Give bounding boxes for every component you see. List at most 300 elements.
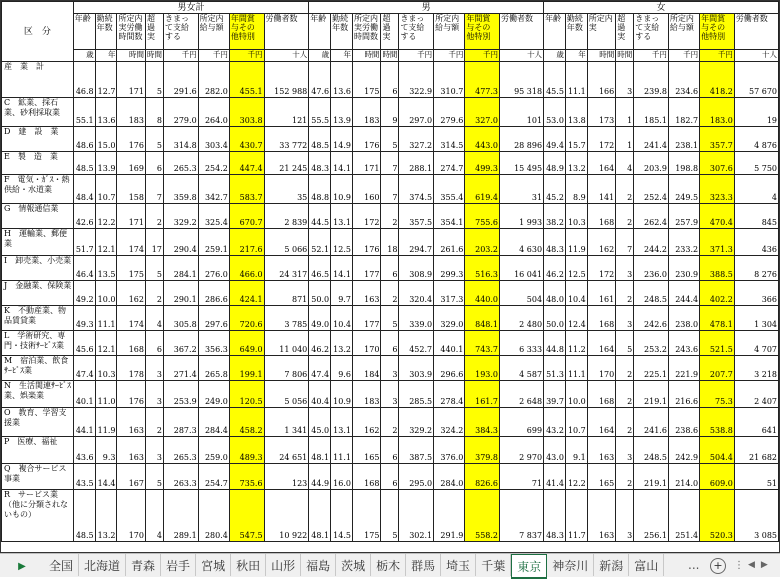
data-cell[interactable]: 71 <box>500 464 544 490</box>
data-cell[interactable]: 160 <box>352 175 380 204</box>
data-cell[interactable]: 162 <box>117 281 145 306</box>
data-cell[interactable]: 279.0 <box>163 98 198 127</box>
data-cell[interactable]: 13.1 <box>331 408 353 437</box>
data-cell[interactable]: 172 <box>587 127 615 152</box>
data-cell[interactable]: 4 <box>145 306 163 331</box>
data-cell[interactable]: 299.3 <box>434 256 465 281</box>
data-cell[interactable]: 253.2 <box>634 331 669 356</box>
data-cell[interactable]: 314.5 <box>434 127 465 152</box>
data-cell[interactable]: 161.7 <box>465 381 500 408</box>
unit-cell[interactable]: 十人 <box>734 50 778 62</box>
data-cell[interactable]: 9.1 <box>565 437 587 464</box>
data-cell[interactable]: 165 <box>352 437 380 464</box>
data-cell[interactable]: 168 <box>117 331 145 356</box>
data-cell[interactable]: 327.2 <box>399 127 434 152</box>
data-cell[interactable]: 307.6 <box>700 152 735 175</box>
data-cell[interactable]: 165 <box>587 464 615 490</box>
data-cell[interactable]: 39.7 <box>544 381 566 408</box>
unit-cell[interactable]: 十人 <box>264 50 309 62</box>
data-cell[interactable]: 48.3 <box>309 152 331 175</box>
data-cell[interactable]: 49.0 <box>309 306 331 331</box>
data-cell[interactable]: 242.9 <box>668 437 699 464</box>
data-cell[interactable]: 24 317 <box>264 256 309 281</box>
data-cell[interactable]: 225.1 <box>634 356 669 381</box>
data-cell[interactable]: 14.1 <box>331 152 353 175</box>
data-cell[interactable]: 51.3 <box>544 356 566 381</box>
data-cell[interactable]: 13.2 <box>565 152 587 175</box>
data-cell[interactable]: 286.6 <box>198 281 229 306</box>
data-cell[interactable]: 1 993 <box>500 204 544 229</box>
data-cell[interactable]: 4 <box>145 490 163 542</box>
column-header[interactable]: 所定内給与額 <box>198 14 229 50</box>
data-cell[interactable]: 176 <box>352 229 380 256</box>
data-cell[interactable]: 609.0 <box>700 464 735 490</box>
sheet-tab[interactable]: 青森 <box>126 554 161 576</box>
data-cell[interactable]: 6 333 <box>500 331 544 356</box>
unit-cell[interactable]: 千円 <box>634 50 669 62</box>
data-cell[interactable]: 320.4 <box>399 281 434 306</box>
data-cell[interactable]: 12.5 <box>331 229 353 256</box>
data-cell[interactable]: 168 <box>587 381 615 408</box>
data-cell[interactable]: 249.0 <box>198 381 229 408</box>
data-cell[interactable]: 170 <box>587 356 615 381</box>
data-cell[interactable]: 164 <box>587 152 615 175</box>
data-cell[interactable]: 256.1 <box>634 490 669 542</box>
data-cell[interactable]: 305.8 <box>163 306 198 331</box>
sheet-tab[interactable]: 新潟 <box>594 554 629 576</box>
data-cell[interactable]: 4 <box>734 175 778 204</box>
data-cell[interactable]: 5 066 <box>264 229 309 256</box>
data-cell[interactable]: 238.6 <box>668 408 699 437</box>
data-cell[interactable]: 44.9 <box>309 464 331 490</box>
data-cell[interactable]: 295.0 <box>399 464 434 490</box>
data-cell[interactable]: 288.1 <box>399 152 434 175</box>
data-cell[interactable]: 641 <box>734 408 778 437</box>
data-cell[interactable]: 101 <box>500 98 544 127</box>
data-cell[interactable]: 21 245 <box>264 152 309 175</box>
data-cell[interactable]: 49.4 <box>544 127 566 152</box>
row-label[interactable]: O 教育、学習支援業 <box>2 408 74 437</box>
data-cell[interactable]: 9.7 <box>331 281 353 306</box>
data-cell[interactable]: 359.8 <box>163 175 198 204</box>
data-cell[interactable]: 8.9 <box>565 175 587 204</box>
data-cell[interactable]: 547.5 <box>229 490 264 542</box>
data-cell[interactable]: 2 <box>616 464 634 490</box>
data-cell[interactable]: 274.7 <box>434 152 465 175</box>
data-cell[interactable]: 248.5 <box>634 437 669 464</box>
data-cell[interactable]: 234.6 <box>668 62 699 98</box>
data-cell[interactable]: 12.2 <box>565 464 587 490</box>
unit-cell[interactable]: 歳 <box>309 50 331 62</box>
data-cell[interactable]: 10.3 <box>95 356 117 381</box>
group-header[interactable]: 女 <box>544 2 779 14</box>
column-header[interactable]: 超過実 <box>381 14 399 50</box>
data-cell[interactable]: 44.1 <box>73 408 95 437</box>
data-cell[interactable]: 163 <box>117 408 145 437</box>
data-cell[interactable]: 28 896 <box>500 127 544 152</box>
data-cell[interactable]: 49.3 <box>73 306 95 331</box>
data-cell[interactable]: 259.0 <box>198 437 229 464</box>
data-cell[interactable]: 13.8 <box>565 98 587 127</box>
data-cell[interactable]: 52.1 <box>309 229 331 256</box>
data-cell[interactable]: 55.1 <box>73 98 95 127</box>
data-cell[interactable]: 244.2 <box>634 229 669 256</box>
column-header[interactable]: 年間賞与その他特別 <box>229 14 264 50</box>
data-cell[interactable]: 4 876 <box>734 127 778 152</box>
data-cell[interactable]: 424.1 <box>229 281 264 306</box>
data-cell[interactable]: 16 041 <box>500 256 544 281</box>
data-cell[interactable]: 13.6 <box>95 98 117 127</box>
data-cell[interactable]: 6 <box>381 62 399 98</box>
data-cell[interactable]: 172 <box>352 204 380 229</box>
data-cell[interactable]: 43.2 <box>544 408 566 437</box>
data-cell[interactable]: 183.0 <box>700 98 735 127</box>
data-cell[interactable]: 3 <box>381 356 399 381</box>
data-cell[interactable]: 174 <box>117 306 145 331</box>
row-label[interactable]: F 電気・ｶﾞｽ・熱供給・水道業 <box>2 175 74 204</box>
data-cell[interactable]: 11.1 <box>95 306 117 331</box>
data-cell[interactable]: 379.8 <box>465 437 500 464</box>
data-cell[interactable]: 12.2 <box>95 204 117 229</box>
data-cell[interactable]: 10.7 <box>95 175 117 204</box>
data-cell[interactable]: 310.7 <box>434 62 465 98</box>
column-header[interactable]: 勤続年数 <box>95 14 117 50</box>
data-cell[interactable]: 254.7 <box>198 464 229 490</box>
data-cell[interactable]: 10.7 <box>565 408 587 437</box>
sheet-tab[interactable]: 岩手 <box>161 554 196 576</box>
data-cell[interactable]: 53.0 <box>544 98 566 127</box>
row-label[interactable]: H 運輸業、郵便業 <box>2 229 74 256</box>
data-cell[interactable]: 12.4 <box>565 306 587 331</box>
column-header[interactable]: きまって支給する <box>399 14 434 50</box>
data-cell[interactable]: 120.5 <box>229 381 264 408</box>
data-cell[interactable]: 253.9 <box>163 381 198 408</box>
data-cell[interactable]: 19 <box>734 98 778 127</box>
data-cell[interactable]: 48.0 <box>544 281 566 306</box>
data-cell[interactable]: 10.0 <box>565 381 587 408</box>
data-cell[interactable]: 291.6 <box>163 62 198 98</box>
unit-cell[interactable]: 時間 <box>381 50 399 62</box>
data-cell[interactable]: 322.9 <box>399 62 434 98</box>
data-cell[interactable]: 167 <box>117 464 145 490</box>
data-cell[interactable]: 466.0 <box>229 256 264 281</box>
data-cell[interactable]: 10.9 <box>331 175 353 204</box>
data-cell[interactable]: 743.7 <box>465 331 500 356</box>
data-cell[interactable]: 152 988 <box>264 62 309 98</box>
data-cell[interactable]: 7 <box>381 175 399 204</box>
data-cell[interactable]: 252.4 <box>634 175 669 204</box>
column-header[interactable]: 労働者数 <box>500 14 544 50</box>
data-cell[interactable]: 376.0 <box>434 437 465 464</box>
data-cell[interactable]: 4 <box>616 152 634 175</box>
unit-cell[interactable]: 千円 <box>163 50 198 62</box>
data-cell[interactable]: 263.3 <box>163 464 198 490</box>
data-cell[interactable]: 297.6 <box>198 306 229 331</box>
data-cell[interactable]: 356.3 <box>198 331 229 356</box>
data-cell[interactable]: 171 <box>352 152 380 175</box>
data-cell[interactable]: 436 <box>734 229 778 256</box>
data-cell[interactable]: 290.1 <box>163 281 198 306</box>
data-cell[interactable]: 219.1 <box>634 464 669 490</box>
horizontal-scroll-arrows[interactable] <box>748 560 776 572</box>
data-cell[interactable]: 168 <box>587 306 615 331</box>
data-cell[interactable]: 3 <box>616 62 634 98</box>
data-cell[interactable]: 254.2 <box>198 152 229 175</box>
data-cell[interactable]: 3 218 <box>734 356 778 381</box>
data-cell[interactable]: 31 <box>500 175 544 204</box>
column-header[interactable]: 勤続年数 <box>331 14 353 50</box>
data-cell[interactable]: 504.4 <box>700 437 735 464</box>
column-header[interactable]: 労働者数 <box>264 14 309 50</box>
data-cell[interactable]: 388.5 <box>700 256 735 281</box>
column-header[interactable]: 労働者数 <box>734 14 778 50</box>
data-cell[interactable]: 257.9 <box>668 204 699 229</box>
data-cell[interactable]: 329.2 <box>163 204 198 229</box>
data-cell[interactable]: 2 <box>616 408 634 437</box>
data-cell[interactable]: 329.0 <box>434 306 465 331</box>
data-cell[interactable]: 7 <box>616 229 634 256</box>
unit-cell[interactable]: 千円 <box>399 50 434 62</box>
data-cell[interactable]: 239.8 <box>634 62 669 98</box>
data-cell[interactable]: 285.5 <box>399 381 434 408</box>
scroll-left-icon[interactable]: ◀ <box>748 560 755 570</box>
data-cell[interactable]: 163 <box>587 437 615 464</box>
data-cell[interactable]: 11.2 <box>565 331 587 356</box>
data-cell[interactable]: 418.2 <box>700 62 735 98</box>
data-cell[interactable]: 242.6 <box>634 306 669 331</box>
data-cell[interactable]: 2 <box>145 281 163 306</box>
data-cell[interactable]: 3 <box>616 437 634 464</box>
data-cell[interactable]: 40.4 <box>309 381 331 408</box>
data-cell[interactable]: 10.9 <box>331 381 353 408</box>
data-cell[interactable]: 55.5 <box>309 98 331 127</box>
data-cell[interactable]: 185.1 <box>634 98 669 127</box>
section-label[interactable]: 区 分 <box>2 2 74 62</box>
data-cell[interactable]: 170 <box>117 490 145 542</box>
column-header[interactable]: 年齢 <box>309 14 331 50</box>
data-cell[interactable]: 13.2 <box>95 490 117 542</box>
data-cell[interactable]: 175 <box>352 490 380 542</box>
column-header[interactable]: きまって支給する <box>634 14 669 50</box>
data-cell[interactable]: 14.4 <box>95 464 117 490</box>
data-cell[interactable]: 276.0 <box>198 256 229 281</box>
row-label[interactable]: K 不動産業、物品賃貸業 <box>2 306 74 331</box>
data-cell[interactable]: 478.1 <box>700 306 735 331</box>
data-cell[interactable]: 48.3 <box>544 490 566 542</box>
column-header[interactable]: 所定内実 <box>587 14 615 50</box>
data-cell[interactable]: 10 922 <box>264 490 309 542</box>
data-cell[interactable]: 10.0 <box>95 281 117 306</box>
data-cell[interactable]: 46.2 <box>309 331 331 356</box>
data-cell[interactable]: 178 <box>117 356 145 381</box>
data-cell[interactable]: 2 <box>145 408 163 437</box>
column-header[interactable]: 超過実 <box>145 14 163 50</box>
data-cell[interactable]: 203.9 <box>634 152 669 175</box>
data-cell[interactable]: 48.6 <box>73 127 95 152</box>
data-cell[interactable]: 10.3 <box>565 204 587 229</box>
data-cell[interactable]: 46.5 <box>309 256 331 281</box>
data-cell[interactable]: 44.8 <box>544 331 566 356</box>
data-cell[interactable]: 458.2 <box>229 408 264 437</box>
unit-cell[interactable]: 千円 <box>229 50 264 62</box>
data-cell[interactable]: 6 <box>145 152 163 175</box>
data-cell[interactable]: 207.7 <box>700 356 735 381</box>
data-cell[interactable]: 48.5 <box>73 152 95 175</box>
column-header[interactable]: 年間賞与その他特別 <box>700 14 735 50</box>
column-header[interactable]: 所定内給与額 <box>668 14 699 50</box>
data-cell[interactable]: 1 304 <box>734 306 778 331</box>
group-header[interactable]: 男 <box>309 2 544 14</box>
data-cell[interactable]: 221.9 <box>668 356 699 381</box>
data-cell[interactable]: 243.6 <box>668 331 699 356</box>
data-cell[interactable]: 48.4 <box>73 175 95 204</box>
data-cell[interactable]: 845 <box>734 204 778 229</box>
data-cell[interactable]: 280.4 <box>198 490 229 542</box>
column-header[interactable]: 超過実 <box>616 14 634 50</box>
data-cell[interactable]: 198.8 <box>668 152 699 175</box>
data-cell[interactable]: 183 <box>117 98 145 127</box>
data-cell[interactable]: 357.5 <box>399 204 434 229</box>
data-cell[interactable]: 6 <box>381 331 399 356</box>
data-cell[interactable]: 163 <box>117 437 145 464</box>
data-cell[interactable]: 297.0 <box>399 98 434 127</box>
data-cell[interactable]: 12.1 <box>95 331 117 356</box>
data-cell[interactable]: 5 <box>616 331 634 356</box>
data-cell[interactable]: 3 <box>145 381 163 408</box>
data-cell[interactable]: 13.5 <box>95 256 117 281</box>
data-cell[interactable]: 327.0 <box>465 98 500 127</box>
data-cell[interactable]: 2 648 <box>500 381 544 408</box>
data-cell[interactable]: 3 <box>616 256 634 281</box>
data-cell[interactable]: 176 <box>117 381 145 408</box>
data-cell[interactable]: 3 <box>381 381 399 408</box>
sheet-tab[interactable]: 宮城 <box>196 554 231 576</box>
data-cell[interactable]: 302.1 <box>399 490 434 542</box>
data-cell[interactable]: 9.6 <box>331 356 353 381</box>
data-cell[interactable]: 51 <box>734 464 778 490</box>
data-cell[interactable]: 15.7 <box>565 127 587 152</box>
data-cell[interactable]: 11.9 <box>95 408 117 437</box>
data-cell[interactable]: 45.2 <box>544 175 566 204</box>
data-cell[interactable]: 261.6 <box>434 229 465 256</box>
data-cell[interactable]: 440.1 <box>434 331 465 356</box>
data-cell[interactable]: 6 <box>381 256 399 281</box>
data-cell[interactable]: 279.6 <box>434 98 465 127</box>
data-cell[interactable]: 244.4 <box>668 281 699 306</box>
tab-scroll-arrow-icon[interactable]: ▶ <box>18 560 26 572</box>
data-cell[interactable]: 325.4 <box>198 204 229 229</box>
column-header[interactable]: 所定内給与額 <box>434 14 465 50</box>
data-cell[interactable]: 871 <box>264 281 309 306</box>
data-cell[interactable]: 40.1 <box>73 381 95 408</box>
data-cell[interactable]: 303.9 <box>399 356 434 381</box>
data-cell[interactable]: 217.6 <box>229 229 264 256</box>
data-cell[interactable]: 7 <box>145 175 163 204</box>
data-cell[interactable]: 168 <box>587 204 615 229</box>
data-cell[interactable]: 3 085 <box>734 490 778 542</box>
data-cell[interactable]: 48.1 <box>309 490 331 542</box>
data-cell[interactable]: 371.3 <box>700 229 735 256</box>
data-cell[interactable]: 177 <box>352 256 380 281</box>
data-cell[interactable]: 2 <box>381 281 399 306</box>
data-cell[interactable]: 2 <box>616 175 634 204</box>
sheet-tab[interactable]: 秋田 <box>231 554 266 576</box>
data-cell[interactable]: 329.2 <box>399 408 434 437</box>
unit-cell[interactable]: 十人 <box>500 50 544 62</box>
data-cell[interactable]: 11.1 <box>565 62 587 98</box>
data-cell[interactable]: 303.4 <box>198 127 229 152</box>
data-cell[interactable]: 238.0 <box>668 306 699 331</box>
data-cell[interactable]: 324.2 <box>434 408 465 437</box>
data-cell[interactable]: 248.5 <box>634 281 669 306</box>
data-cell[interactable]: 249.5 <box>668 175 699 204</box>
data-cell[interactable]: 7 <box>381 152 399 175</box>
data-cell[interactable]: 2 <box>145 204 163 229</box>
data-cell[interactable]: 5 <box>145 464 163 490</box>
data-cell[interactable]: 2 <box>381 204 399 229</box>
data-cell[interactable]: 720.6 <box>229 306 264 331</box>
data-cell[interactable]: 15.0 <box>95 127 117 152</box>
data-cell[interactable]: 48.9 <box>544 152 566 175</box>
data-cell[interactable]: 121 <box>264 98 309 127</box>
column-header[interactable]: 年齢 <box>544 14 566 50</box>
data-cell[interactable]: 11 040 <box>264 331 309 356</box>
data-cell[interactable]: 95 318 <box>500 62 544 98</box>
data-cell[interactable]: 5 <box>381 306 399 331</box>
column-header[interactable]: 所定内実労働時間数 <box>117 14 145 50</box>
data-cell[interactable]: 5 <box>145 62 163 98</box>
unit-cell[interactable]: 時間 <box>117 50 145 62</box>
data-cell[interactable]: 14.5 <box>331 490 353 542</box>
data-cell[interactable]: 161 <box>587 281 615 306</box>
data-cell[interactable]: 46.8 <box>73 62 95 98</box>
data-cell[interactable]: 489.3 <box>229 437 264 464</box>
data-cell[interactable]: 2 480 <box>500 306 544 331</box>
data-cell[interactable]: 323.3 <box>700 175 735 204</box>
data-cell[interactable]: 35 <box>264 175 309 204</box>
data-cell[interactable]: 46.4 <box>73 256 95 281</box>
data-cell[interactable]: 44.5 <box>309 204 331 229</box>
unit-cell[interactable]: 歳 <box>73 50 95 62</box>
data-cell[interactable]: 50.0 <box>309 281 331 306</box>
data-cell[interactable]: 3 <box>145 437 163 464</box>
data-cell[interactable]: 13.1 <box>331 204 353 229</box>
row-label[interactable]: 産 業 計 <box>2 62 74 98</box>
column-header[interactable]: 勤続年数 <box>565 14 587 50</box>
data-cell[interactable]: 216.6 <box>668 381 699 408</box>
data-cell[interactable]: 1 <box>616 98 634 127</box>
row-label[interactable]: L 学術研究、専門・技術ｻｰﾋﾞｽ業 <box>2 331 74 356</box>
sheet-tab[interactable]: 全国 <box>44 554 79 576</box>
data-cell[interactable]: 11.7 <box>565 490 587 542</box>
unit-cell[interactable]: 千円 <box>434 50 465 62</box>
data-cell[interactable]: 162 <box>587 229 615 256</box>
unit-cell[interactable]: 年 <box>331 50 353 62</box>
data-cell[interactable]: 16.0 <box>331 464 353 490</box>
data-cell[interactable]: 48.1 <box>309 437 331 464</box>
data-cell[interactable]: 42.6 <box>73 204 95 229</box>
data-cell[interactable]: 4 587 <box>500 356 544 381</box>
data-cell[interactable]: 5 056 <box>264 381 309 408</box>
data-cell[interactable]: 402.2 <box>700 281 735 306</box>
row-label[interactable]: R サービス業（他に分類されないもの） <box>2 490 74 542</box>
data-cell[interactable]: 287.3 <box>163 408 198 437</box>
data-cell[interactable]: 3 <box>616 490 634 542</box>
data-cell[interactable]: 538.8 <box>700 408 735 437</box>
data-cell[interactable]: 17 <box>145 229 163 256</box>
data-cell[interactable]: 172 <box>587 256 615 281</box>
data-cell[interactable]: 5 <box>381 127 399 152</box>
